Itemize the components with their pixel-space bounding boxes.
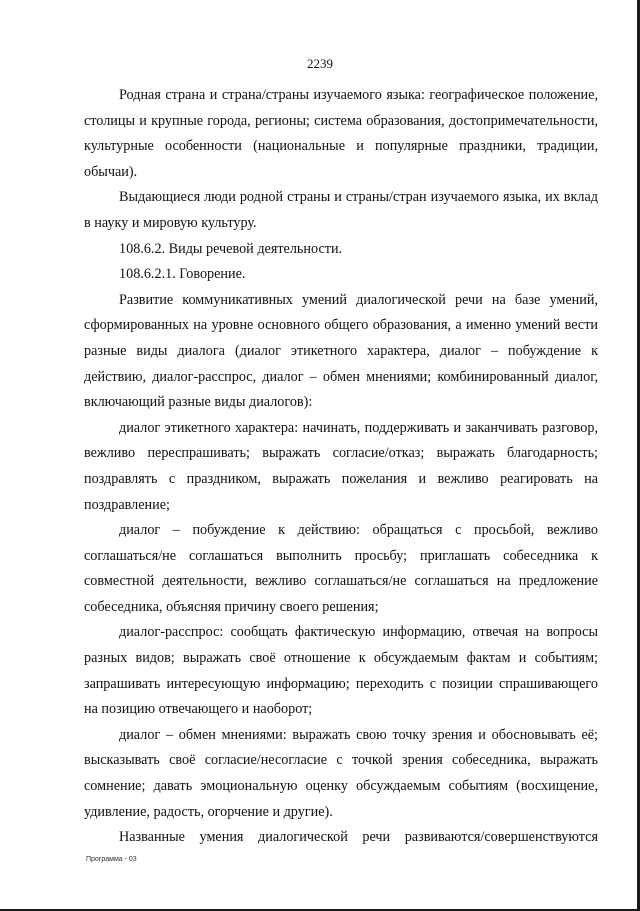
- paragraph-native-country: Родная страна и страна/страны изучаемого языка: географическое положение, столицы и крупные города, регионы; система образования, достопримечательности, культурные особенности (национальные и популярные праздники, традиции, обычаи).: [84, 87, 598, 180]
- paragraph-continuation: Названные умения диалогической речи развиваются/совершенствуются: [119, 829, 598, 846]
- section-heading-speaking: 108.6.2.1. Говорение.: [119, 266, 246, 283]
- page-number: 2239: [307, 56, 333, 71]
- footer-label: Программа - 03: [86, 856, 137, 863]
- paragraph-opinion-dialogue: диалог – обмен мнениями: выражать свою точку зрения и обосновывать её; высказывать своё согласие/несогласие с точкой зрения собеседника, выражать сомнение; давать эмоциональную оценку обсуждаемым событиям (восхищение, удивление, радость, огорчение и другие).: [84, 726, 598, 820]
- paragraph-inquiry-dialogue: диалог-расспрос: сообщать фактическую информацию, отвечая на вопросы разных видов; выражать своё отношение к обсуждаемым фактам и событиям; запрашивать интересующую информацию; переходить с позиции спрашивающего на позицию отвечающего и наоборот;: [84, 624, 598, 718]
- paragraph-etiquette-dialogue: диалог этикетного характера: начинать, поддерживать и заканчивать разговор, вежливо переспрашивать; выражать согласие/отказ; выражать благодарность; поздравлять с праздником, выражать пожелания и вежливо реагировать на поздравление;: [84, 419, 598, 513]
- document-body: [84, 83, 598, 851]
- paragraph-incentive-dialogue: диалог – побуждение к действию: обращаться с просьбой, вежливо соглашаться/не соглашаться выполнить просьбу; приглашать собеседника к совместной деятельности, вежливо соглашаться/не соглашаться на предложение собеседника, объясняя причину своего решения;: [84, 522, 598, 615]
- section-heading-speech-activities: 108.6.2. Виды речевой деятельности.: [119, 240, 343, 257]
- paragraph-outstanding-people: Выдающиеся люди родной страны и страны/стран изучаемого языка, их вклад в науку и мировую культуру.: [84, 189, 598, 231]
- paragraph-dialogue-skills: Развитие коммуникативных умений диалогической речи на базе умений, сформированных на уровне основного общего образования, а именно умений вести разные виды диалога (диалог этикетного характера, диалог – побуждение к действию, диалог-расспрос, диалог – обмен мнениями; комбинированный диалог, включающий разные виды диалогов):: [84, 291, 598, 411]
